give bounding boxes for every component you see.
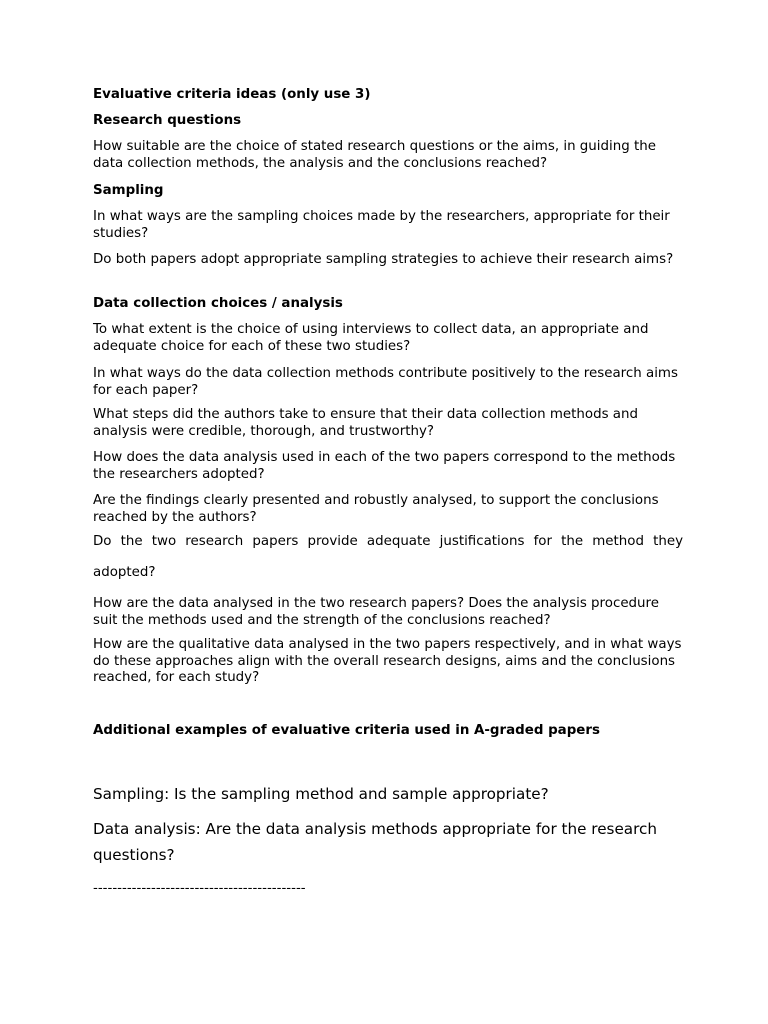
paragraph: How suitable are the choice of stated research questions or the aims, in guiding the data collection methods, the analysis and the conclusions reached? (93, 139, 656, 171)
paragraph: How are the data analysed in the two research papers? Does the analysis procedure suit the methods used and the strength of the conclusions reached? (93, 596, 659, 628)
additional-item-data-analysis: Data analysis: Are the data analysis methods appropriate for the research questions? (93, 820, 657, 864)
paragraph: Are the findings clearly presented and robustly analysed, to support the conclusions reached by the authors? (93, 493, 659, 525)
section-title-sampling: Sampling (93, 183, 164, 198)
paragraph: In what ways do the data collection methods contribute positively to the research aims for each paper? (93, 366, 678, 398)
paragraph: adopted? (93, 565, 156, 580)
document-heading: Evaluative criteria ideas (only use 3) (93, 87, 371, 102)
paragraph: To what extent is the choice of using interviews to collect data, an appropriate and adequate choice for each of these two studies? (93, 322, 649, 354)
paragraph: How are the qualitative data analysed in the two papers respectively, and in what ways do these approaches align with the overall research designs, aims and the conclusions reached, for each study? (93, 637, 682, 685)
additional-examples-title: Additional examples of evaluative criteria used in A-graded papers (93, 723, 600, 738)
paragraph: What steps did the authors take to ensure that their data collection methods and analysis were credible, thorough, and trustworthy? (93, 407, 638, 439)
section-title-research-questions: Research questions (93, 113, 242, 128)
additional-item-sampling: Sampling: Is the sampling method and sample appropriate? (93, 785, 549, 803)
dashed-divider: -------------------------------------------- (93, 881, 306, 896)
paragraph: Do both papers adopt appropriate sampling strategies to achieve their research aims? (93, 252, 674, 267)
paragraph: Do the two research papers provide adequate justifications for the method they (93, 534, 683, 549)
section-title-data-collection: Data collection choices / analysis (93, 296, 343, 311)
paragraph: How does the data analysis used in each of the two papers correspond to the methods the researchers adopted? (93, 450, 676, 482)
paragraph: In what ways are the sampling choices made by the researchers, appropriate for their studies? (93, 209, 670, 241)
